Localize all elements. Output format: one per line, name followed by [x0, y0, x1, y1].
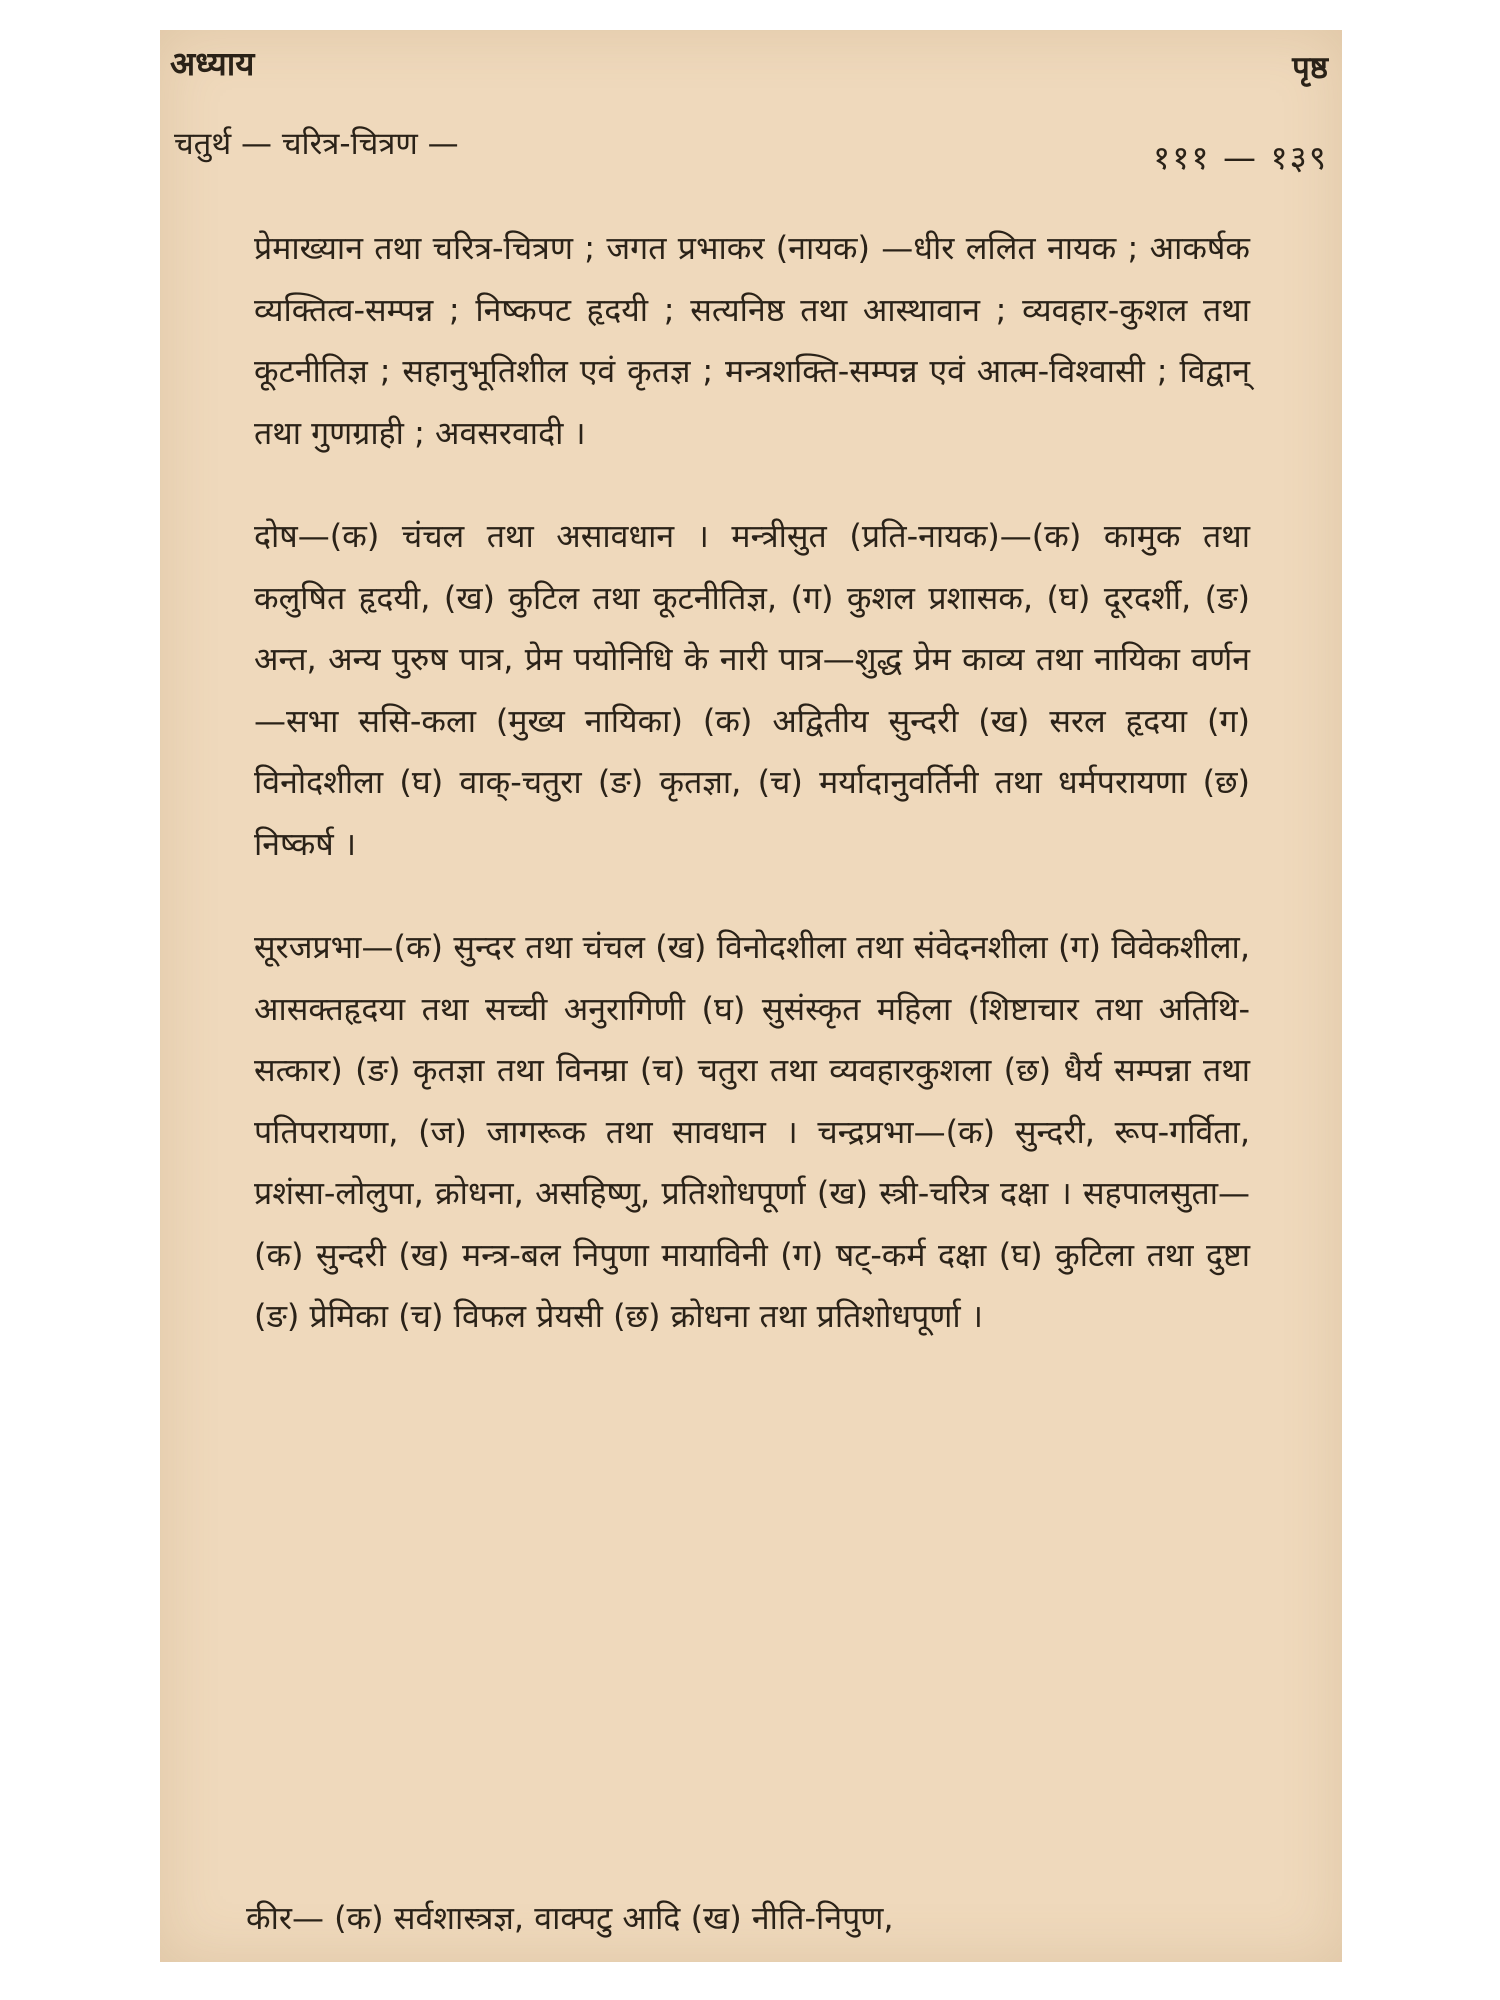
last-line: कीर— (क) सर्वशास्त्रज्ञ, वाक्पटु आदि (ख) नीति-निपुण,: [246, 1899, 894, 1937]
page-body: [254, 218, 1250, 1348]
paragraph-gap: [254, 464, 1250, 506]
page-range: १११ — १३९: [1153, 138, 1328, 177]
paragraph: प्रेमाख्यान तथा चरित्र-चित्रण ; जगत प्रभाकर (नायक) —धीर ललित नायक ; आकर्षक व्यक्तित्व-सम्पन्न ; निष्कपट हृदयी ; सत्यनिष्ठ तथा आस्थावान ; व्यवहार-कुशल तथा कूटनीतिज्ञ ; सहानुभूतिशील एवं कृतज्ञ ; मन्त्रशक्ति-सम्पन्न एवं आत्म-विश्वासी ; विद्वान् तथा गुणग्राही ; अवसरवादी ।: [254, 229, 1250, 452]
column-header-page: पृष्ठ: [1292, 50, 1328, 86]
book-page: [160, 30, 1342, 1962]
paragraph: सूरजप्रभा—(क) सुन्दर तथा चंचल (ख) विनोदशीला तथा संवेदनशीला (ग) विवेकशीला, आसक्तहृदया तथा सच्ची अनुरागिणी (घ) सुसंस्कृत महिला (शिष्टाचार तथा अतिथि-सत्कार) (ङ) कृतज्ञा तथा विनम्रा (च) चतुरा तथा व्यवहारकुशला (छ) धैर्य सम्पन्ना तथा पतिपरायणा, (ज) जागरूक तथा सावधान । चन्द्रप्रभा—(क) सुन्दरी, रूप-गर्विता, प्रशंसा-लोलुपा, क्रोधना, असहिष्णु, प्रतिशोधपूर्णा (ख) स्त्री-चरित्र दक्षा । सहपालसुता—(क) सुन्दरी (ख) मन्त्र-बल निपुणा मायाविनी (ग) षट्-कर्म दक्षा (घ) कुटिला तथा दुष्टा (ङ) प्रेमिका (च) विफल प्रेयसी (छ) क्रोधना तथा प्रतिशोधपूर्णा ।: [254, 928, 1250, 1335]
paragraph: दोष—(क) चंचल तथा असावधान । मन्त्रीसुत (प्रति-नायक)—(क) कामुक तथा कलुषित हृदयी, (ख) कुटिल तथा कूटनीतिज्ञ, (ग) कुशल प्रशासक, (घ) दूरदर्शी, (ङ) अन्त, अन्य पुरुष पात्र, प्रेम पयोनिधि के नारी पात्र—शुद्ध प्रेम काव्य तथा नायिका वर्णन—सभा ससि-कला (मुख्य नायिका) (क) अद्वितीय सुन्दरी (ख) सरल हृदया (ग) विनोदशीला (घ) वाक्-चतुरा (ङ) कृतज्ञा, (च) मर्यादानुवर्तिनी तथा धर्मपरायणा (छ) निष्कर्ष ।: [254, 517, 1250, 863]
chapter-title: चतुर्थ — चरित्र-चित्रण —: [174, 126, 459, 162]
paragraph-gap: [254, 875, 1250, 917]
column-header-chapter: अध्याय: [170, 44, 255, 83]
